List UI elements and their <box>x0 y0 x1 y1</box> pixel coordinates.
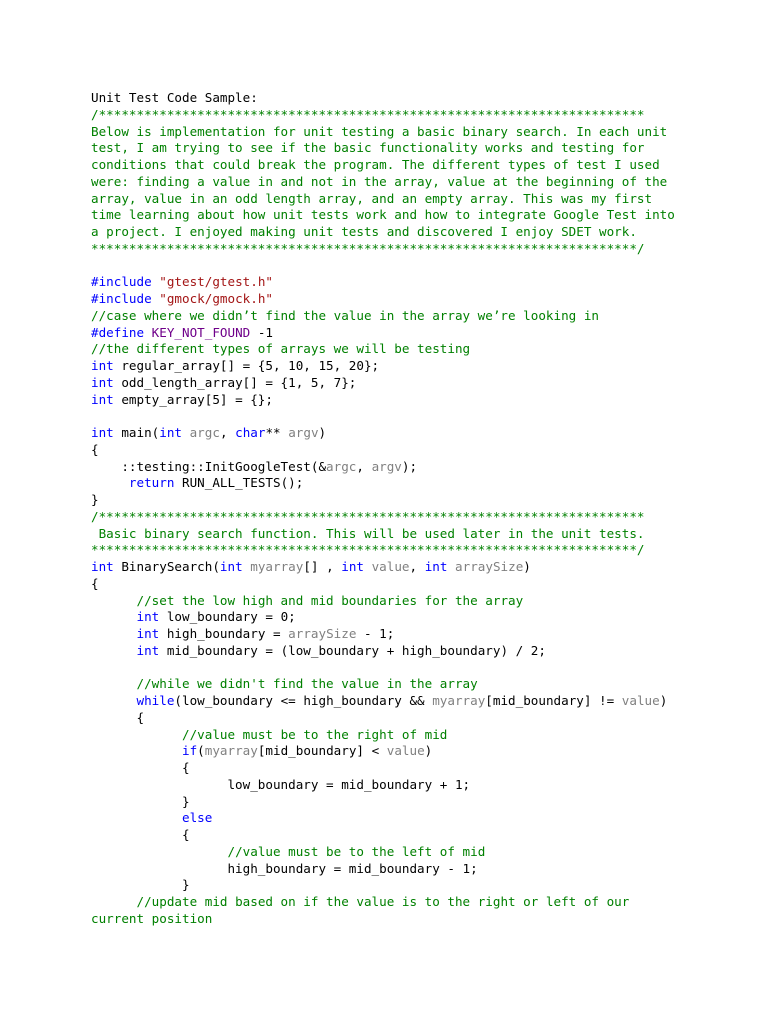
code-line <box>91 325 731 342</box>
code-text: (low_boundary <= high_boundary && <box>174 693 433 708</box>
code-line <box>91 459 731 476</box>
code-keyword: int <box>91 425 114 440</box>
code-text: { <box>91 575 99 591</box>
code-text: -1 <box>250 324 273 340</box>
code-text: ) <box>523 559 531 574</box>
code-line <box>91 526 731 543</box>
code-line <box>91 241 731 258</box>
code-keyword: #include <box>91 291 160 306</box>
code-line <box>91 643 731 660</box>
code-text: [] , <box>303 559 342 574</box>
code-text: ) <box>659 693 668 708</box>
code-text: } <box>91 877 190 893</box>
code-line <box>91 693 731 710</box>
code-line <box>91 727 731 744</box>
code-comment: /************************************************************************ <box>91 508 645 524</box>
code-line <box>91 408 731 425</box>
code-text: empty_array[5] = {}; <box>113 391 273 407</box>
code-text: } <box>91 793 190 809</box>
code-text <box>91 593 137 608</box>
code-string: "gmock/gmock.h" <box>159 291 273 306</box>
code-text <box>364 559 372 574</box>
code-comment: //value must be to the right of mid <box>182 726 448 742</box>
code-keyword: char <box>235 425 266 440</box>
code-comment: Basic binary search function. This will be used later in the unit tests. <box>91 525 645 541</box>
code-comment: a project. I enjoyed making unit tests and discovered I enjoy SDET work. <box>91 224 637 239</box>
code-text: ) <box>318 425 327 440</box>
code-string: "gtest/gtest.h" <box>159 274 273 290</box>
code-text: high_boundary = mid_boundary - 1; <box>91 860 478 876</box>
code-keyword: int <box>91 391 114 407</box>
code-line <box>91 710 731 727</box>
code-text: [mid_boundary] < <box>257 743 387 759</box>
code-keyword: return <box>128 475 175 491</box>
code-keyword: int <box>91 559 114 574</box>
code-line <box>91 576 731 593</box>
code-text: { <box>91 709 145 725</box>
code-text <box>91 693 137 708</box>
code-line <box>91 877 731 894</box>
code-comment: ************************************************************************/ <box>91 240 645 256</box>
code-text <box>91 844 227 859</box>
code-text: [mid_boundary] != <box>485 693 622 708</box>
code-keyword: #define <box>91 324 152 340</box>
code-text: ** <box>265 425 289 440</box>
code-keyword: int <box>159 425 182 440</box>
code-keyword: else <box>182 810 213 826</box>
code-line <box>91 224 731 241</box>
code-line <box>91 743 731 760</box>
code-text: , <box>219 425 236 440</box>
code-line <box>91 442 731 459</box>
code-text <box>91 475 129 490</box>
code-comment: Below is implementation for unit testing a basic binary search. In each unit <box>91 123 668 139</box>
code-comment: //update mid based on if the value is to the right or left of our <box>136 894 630 909</box>
code-parameter: value <box>621 693 660 708</box>
code-comment: were: finding a value in and not in the array, value at the beginning of the <box>91 173 668 189</box>
code-line <box>91 844 731 861</box>
code-line <box>91 676 731 693</box>
code-line <box>91 593 731 610</box>
code-comment: conditions that could break the program. The different types of test I used <box>91 157 660 172</box>
code-comment: /************************************************************************ <box>91 106 645 122</box>
code-keyword: int <box>136 609 160 625</box>
code-keyword: int <box>424 559 448 574</box>
code-parameter: value <box>386 743 425 759</box>
code-line <box>91 492 731 509</box>
code-text: high_boundary = <box>159 626 289 641</box>
code-text: odd_length_array[] = {1, 5, 7}; <box>113 374 357 390</box>
code-text: BinarySearch( <box>113 559 220 574</box>
code-text <box>91 727 182 742</box>
code-text: ( <box>197 743 205 759</box>
code-text <box>447 559 455 574</box>
code-line <box>91 777 731 794</box>
code-keyword: #include <box>91 274 160 290</box>
code-text: low_boundary = mid_boundary + 1; <box>91 776 471 792</box>
code-parameter: argc <box>189 425 220 440</box>
code-text: ); <box>401 458 418 474</box>
code-line <box>91 291 731 308</box>
code-line <box>91 124 731 141</box>
code-keyword: int <box>91 374 114 390</box>
code-comment: //set the low high and mid boundaries for the array <box>136 592 524 608</box>
code-line <box>91 861 731 878</box>
code-keyword: int <box>91 358 114 373</box>
code-text: Unit Test Code Sample: <box>91 90 258 105</box>
code-keyword: int <box>136 626 160 641</box>
code-text: , <box>409 559 425 574</box>
code-parameter: myarray <box>432 693 486 708</box>
code-text: { <box>91 441 99 457</box>
code-keyword: while <box>136 693 175 708</box>
code-comment: //value must be to the left of mid <box>227 843 486 859</box>
code-text: regular_array[] = {5, 10, 15, 20}; <box>113 358 380 373</box>
code-text <box>91 643 137 658</box>
code-text: ) <box>424 743 433 759</box>
code-keyword: int <box>136 642 160 658</box>
code-line <box>91 894 731 911</box>
code-parameter: myarray <box>250 559 304 574</box>
code-line <box>91 341 731 358</box>
code-line <box>91 258 731 275</box>
code-line <box>91 475 731 492</box>
code-line <box>91 760 731 777</box>
code-text <box>91 894 137 909</box>
code-line <box>91 191 731 208</box>
code-text: - 1; <box>356 626 395 641</box>
code-document <box>91 90 731 928</box>
code-line <box>91 626 731 643</box>
code-comment: test, I am trying to see if the basic functionality works and testing for <box>91 140 645 156</box>
code-keyword: int <box>341 559 364 574</box>
code-line <box>91 911 731 928</box>
code-text <box>91 676 137 691</box>
code-text <box>91 626 137 641</box>
code-line <box>91 660 731 677</box>
code-keyword: int <box>219 559 243 574</box>
code-text <box>182 425 190 440</box>
code-line <box>91 308 731 325</box>
code-line <box>91 174 731 191</box>
code-line <box>91 157 731 174</box>
code-text: mid_boundary = (low_boundary + high_boundary) / 2; <box>159 642 546 658</box>
code-text: low_boundary = 0; <box>159 609 296 625</box>
code-text: , <box>356 458 372 474</box>
code-text <box>91 609 137 624</box>
code-line <box>91 542 731 559</box>
document-heading <box>91 90 731 107</box>
code-line <box>91 392 731 409</box>
code-line <box>91 140 731 157</box>
code-comment: //while we didn't find the value in the array <box>136 676 478 692</box>
code-text: ::testing::InitGoogleTest(& <box>91 458 327 474</box>
code-text: { <box>91 827 190 842</box>
code-text: RUN_ALL_TESTS(); <box>174 475 304 491</box>
code-line <box>91 375 731 392</box>
code-parameter: argv <box>288 425 319 440</box>
code-text: { <box>91 760 190 775</box>
code-line <box>91 810 731 827</box>
code-parameter: argv <box>371 458 402 474</box>
code-line <box>91 358 731 375</box>
code-line <box>91 609 731 626</box>
code-line <box>91 207 731 224</box>
code-keyword: if <box>182 743 198 759</box>
code-line <box>91 794 731 811</box>
code-comment: time learning about how unit tests work and how to integrate Google Test into <box>91 207 675 223</box>
code-macro: KEY_NOT_FOUND <box>151 324 251 340</box>
code-line <box>91 509 731 526</box>
code-comment: ************************************************************************/ <box>91 542 645 558</box>
code-parameter: value <box>371 559 410 574</box>
code-line <box>91 274 731 291</box>
code-line <box>91 107 731 124</box>
code-comment: current position <box>91 910 213 926</box>
code-parameter: arraySize <box>288 626 357 641</box>
code-parameter: arraySize <box>455 559 524 574</box>
code-text <box>91 743 182 758</box>
code-text: main( <box>113 425 160 440</box>
code-line <box>91 559 731 576</box>
code-parameter: myarray <box>204 743 258 759</box>
code-parameter: argc <box>326 458 357 474</box>
code-comment: //case where we didn’t find the value in the array we’re looking in <box>91 307 599 323</box>
code-comment: //the different types of arrays we will be testing <box>91 341 471 357</box>
code-text: } <box>91 492 99 507</box>
code-line <box>91 425 731 442</box>
code-comment: array, value in an odd length array, and an empty array. This was my first <box>91 190 653 206</box>
code-line <box>91 827 731 844</box>
code-text <box>91 810 182 825</box>
